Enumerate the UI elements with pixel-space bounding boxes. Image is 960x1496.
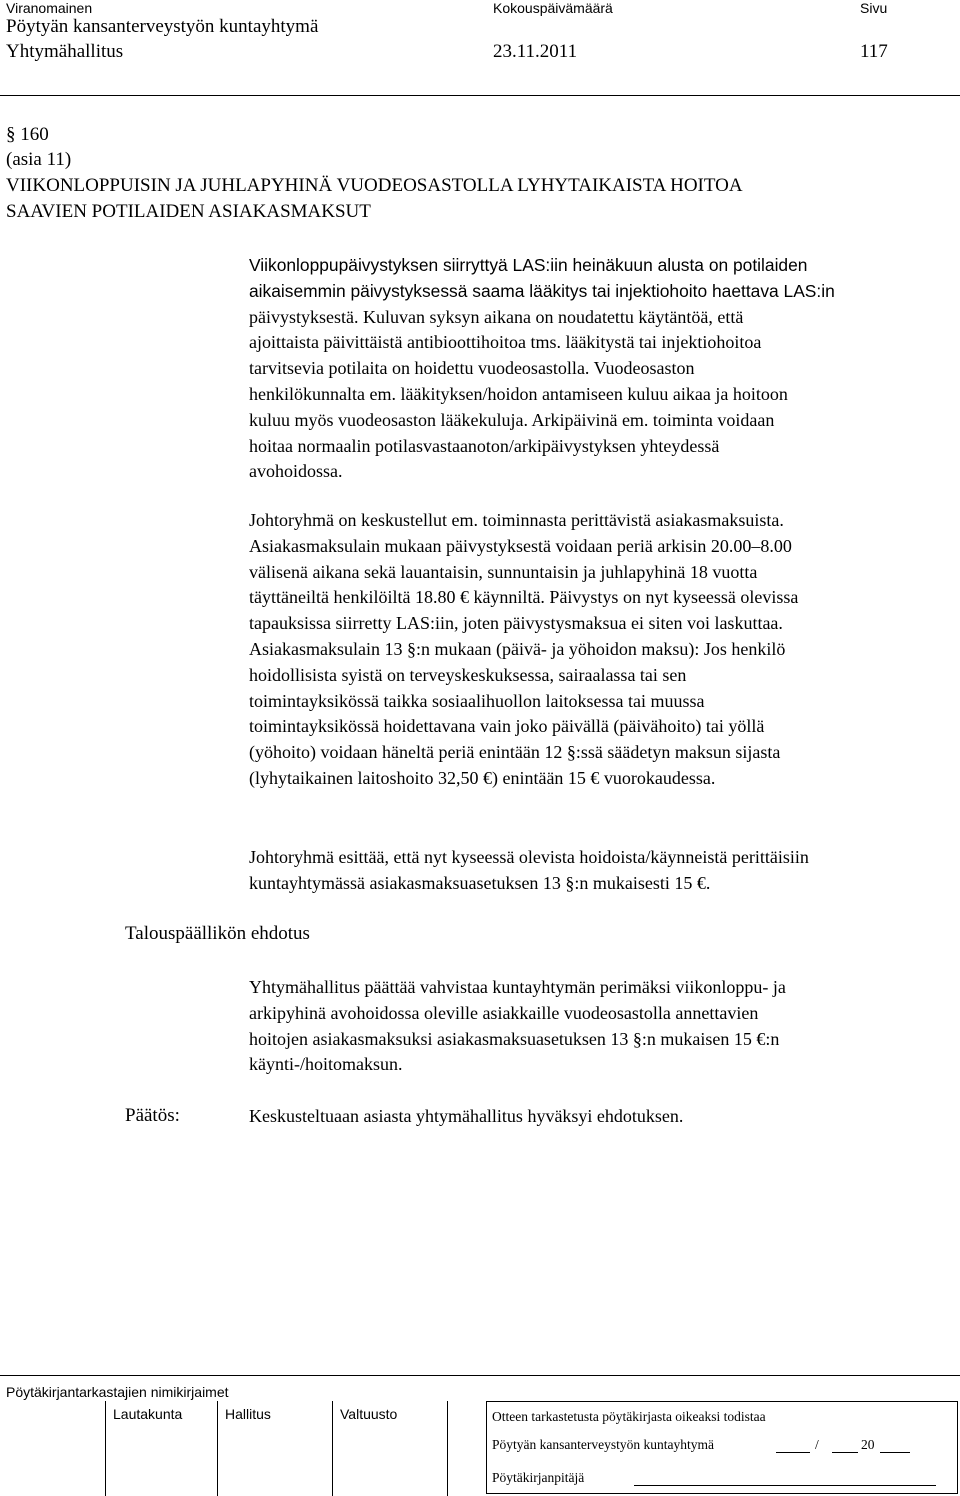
paragraph-line: hoitojen asiakasmaksuksi asiakasmaksuasetuksen 13 §:n mukaisen 15 €:n xyxy=(249,1028,780,1049)
paragraph-line: päivystyksestä. Kuluvan syksyn aikana on noudatettu käytäntöä, että xyxy=(249,306,744,327)
paragraph-line: kuluu myös vuodeosaston lääkekuluja. Arkipäivinä em. toiminta voidaan xyxy=(249,409,775,430)
management-proposal-paragraph xyxy=(249,845,954,897)
agenda-item: (asia 11) xyxy=(6,149,72,170)
year-prefix: 20 xyxy=(861,1437,875,1452)
proposal-label: Talouspäällikön ehdotus xyxy=(125,923,310,944)
paragraph-line: kuntayhtymässä asiakasmaksuasetuksen 13 §:n mukaisesti 15 €. xyxy=(249,872,711,893)
paragraph-line: henkilökunnalta em. lääkityksen/hoidon antamiseen kuluu aikaa ja hoitoon xyxy=(249,383,788,404)
paragraph-line: välisenä aikana sekä lauantaisin, sunnuntaisin ja juhlapyhinä 18 vuotta xyxy=(249,561,758,582)
column-divider xyxy=(217,1401,218,1496)
organization-name: Pöytyän kansanterveystyön kuntayhtymä xyxy=(6,16,319,37)
paragraph-line: Yhtymähallitus päättää vahvistaa kuntayhtymän perimäksi viikonloppu- ja xyxy=(249,977,786,997)
page-label: Sivu xyxy=(860,0,888,16)
paragraph-line: Johtoryhmä on keskustellut em. toiminnasta perittävistä asiakasmaksuista. xyxy=(249,510,784,530)
column-divider xyxy=(447,1401,448,1496)
footer-rule xyxy=(0,1375,960,1376)
discussion-paragraph xyxy=(249,508,954,792)
case-title-line: VIIKONLOPPUISIN JA JUHLAPYHINÄ VUODEOSASTOLLA LYHYTAIKAISTA HOITOA xyxy=(6,175,743,196)
paragraph-line: Viikonloppupäivystyksen siirryttyä LAS:iin heinäkuun alusta on potilaiden xyxy=(249,255,808,275)
initials-heading: Pöytäkirjantarkastajien nimikirjaimet xyxy=(6,1384,229,1400)
page-number: 117 xyxy=(860,41,888,62)
signature-line xyxy=(634,1485,936,1486)
proposal-paragraph xyxy=(249,975,954,1078)
paragraph-line: Asiakasmaksulain 13 §:n mukaan (päivä- ja yöhoidon maksu): Jos henkilö xyxy=(249,638,786,659)
paragraph-line: Johtoryhmä esittää, että nyt kyseessä olevista hoidoista/käynneistä perittäisiin xyxy=(249,847,809,867)
date-underline xyxy=(776,1452,810,1453)
section-number: § 160 xyxy=(6,124,49,145)
year-underline xyxy=(880,1452,910,1453)
month-underline xyxy=(832,1452,858,1453)
paragraph-line: ajoittaista päivittäistä antibioottihoitoa tms. lääkitystä tai injektiohoitoa xyxy=(249,332,762,353)
col-valtuusto: Valtuusto xyxy=(340,1406,398,1422)
date-separator: / xyxy=(815,1437,819,1452)
paragraph-line: (yöhoito) voidaan häneltä periä enintään 12 §:ssä säädetyn maksun sijasta xyxy=(249,742,781,763)
certify-organization: Pöytyän kansanterveystyön kuntayhtymä xyxy=(492,1437,714,1452)
paragraph-line: arkipyhinä avohoidossa oleville asiakkaille vuodeosastolla annettavien xyxy=(249,1002,759,1023)
decision-label: Päätös: xyxy=(125,1105,180,1126)
issuer-label: Viranomainen xyxy=(6,0,93,16)
column-divider xyxy=(332,1401,333,1496)
certify-text: Otteen tarkastetusta pöytäkirjasta oikeaksi todistaa xyxy=(492,1409,766,1424)
governing-body: Yhtymähallitus xyxy=(6,41,124,62)
meeting-date: 23.11.2011 xyxy=(493,41,578,62)
paragraph-line: (lyhytaikainen laitoshoito 32,50 €) enintään 15 € vuorokaudessa. xyxy=(249,767,716,788)
paragraph-line: käynti-/hoitomaksun. xyxy=(249,1054,403,1075)
header-rule xyxy=(0,95,960,96)
paragraph-line: täyttäneiltä henkilöiltä 18.80 € käynniltä. Päivystys on nyt kyseessä olevissa xyxy=(249,587,799,608)
paragraph-line: toimintayksikössä hoidettavana vain joko päivällä (päivähoito) tai yöllä xyxy=(249,716,765,737)
case-title-line: SAAVIEN POTILAIDEN ASIAKASMAKSUT xyxy=(6,201,371,222)
date-label: Kokouspäivämäärä xyxy=(493,0,613,16)
paragraph-line: aikaisemmin päivystyksessä saama lääkitys tai injektiohoito haettava LAS:in xyxy=(249,280,835,301)
paragraph-line: Asiakasmaksulain mukaan päivystyksestä voidaan periä arkisin 20.00‒8.00 xyxy=(249,535,792,556)
paragraph-line: toimintayksikössä taikka sosiaalihuollon laitoksessa tai muussa xyxy=(249,690,705,711)
keeper-label: Pöytäkirjanpitäjä xyxy=(492,1470,585,1485)
paragraph-line: hoidollisista syistä on terveyskeskuksessa, sairaalassa tai sen xyxy=(249,664,687,685)
paragraph-line: avohoidossa. xyxy=(249,461,343,482)
col-lautakunta: Lautakunta xyxy=(113,1406,183,1422)
paragraph-line: hoitaa normaalin potilasvastaanoton/arkipäivystyksen yhteydessä xyxy=(249,435,720,456)
col-hallitus: Hallitus xyxy=(225,1406,271,1422)
decision-text: Keskusteltuaan asiasta yhtymähallitus hyväksyi ehdotuksen. xyxy=(249,1106,684,1126)
column-divider xyxy=(105,1401,106,1496)
background-paragraph xyxy=(249,253,954,485)
paragraph-line: tapauksissa siirretty LAS:iin, joten päivystysmaksua ei siten voi laskuttaa. xyxy=(249,613,783,634)
paragraph-line: tarvitsevia potilaita on hoidettu vuodeosastolla. Vuodeosaston xyxy=(249,358,695,379)
